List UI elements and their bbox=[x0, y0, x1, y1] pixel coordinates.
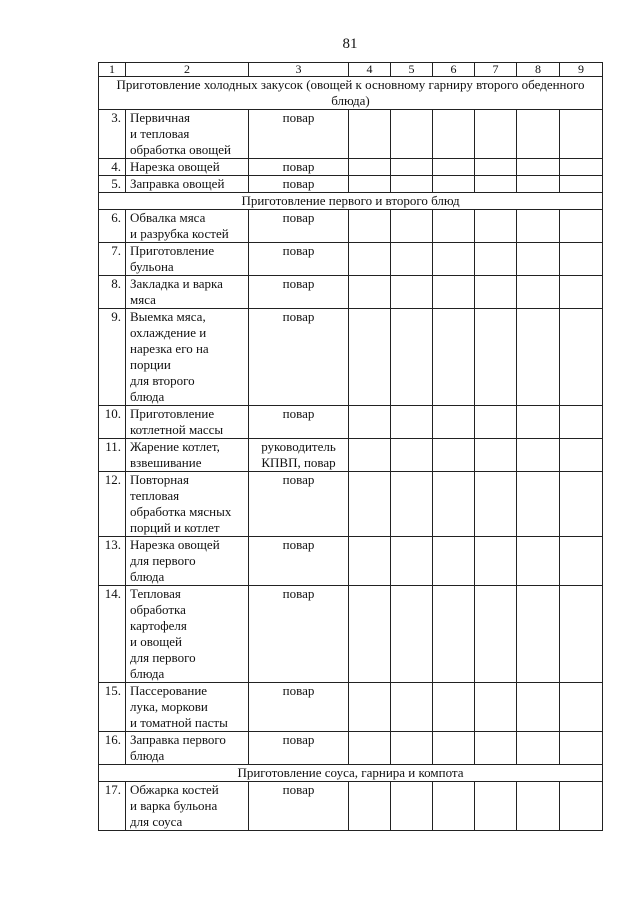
column-header: 5 bbox=[391, 63, 433, 77]
activity-line: порции bbox=[130, 357, 171, 372]
activity-line: обработка мясных bbox=[130, 504, 232, 519]
section-title: Приготовление соуса, гарнира и компота bbox=[99, 765, 603, 782]
empty-cell bbox=[560, 537, 603, 586]
empty-cell bbox=[433, 782, 475, 831]
activity-line: для первого bbox=[130, 650, 196, 665]
empty-cell bbox=[433, 309, 475, 406]
activity-cell bbox=[126, 732, 249, 765]
column-header: 1 bbox=[99, 63, 126, 77]
activity-line: для второго bbox=[130, 373, 195, 388]
activity-cell bbox=[126, 406, 249, 439]
empty-cell bbox=[560, 243, 603, 276]
empty-cell bbox=[391, 439, 433, 472]
section-title: Приготовление первого и второго блюд bbox=[99, 193, 603, 210]
activity-line: Жарение котлет, bbox=[130, 439, 220, 454]
empty-cell bbox=[560, 210, 603, 243]
executor-line: повар bbox=[282, 406, 315, 421]
section-row bbox=[99, 193, 603, 210]
empty-cell bbox=[475, 472, 517, 537]
empty-cell bbox=[349, 176, 391, 193]
empty-cell bbox=[475, 732, 517, 765]
activity-line: тепловая bbox=[130, 488, 180, 503]
activity-line: обработка bbox=[130, 602, 186, 617]
executor-line: повар bbox=[282, 243, 315, 258]
executor-cell bbox=[249, 472, 349, 537]
activity-cell bbox=[126, 586, 249, 683]
row-number: 16. bbox=[99, 732, 126, 765]
empty-cell bbox=[433, 210, 475, 243]
empty-cell bbox=[349, 159, 391, 176]
activity-line: Заправка первого bbox=[130, 732, 226, 747]
empty-cell bbox=[475, 406, 517, 439]
empty-cell bbox=[517, 110, 560, 159]
empty-cell bbox=[391, 276, 433, 309]
empty-cell bbox=[433, 586, 475, 683]
table-row bbox=[99, 537, 603, 586]
empty-cell bbox=[433, 176, 475, 193]
empty-cell bbox=[433, 439, 475, 472]
executor-cell bbox=[249, 406, 349, 439]
executor-line: повар bbox=[282, 732, 315, 747]
empty-cell bbox=[517, 210, 560, 243]
empty-cell bbox=[517, 309, 560, 406]
column-header: 6 bbox=[433, 63, 475, 77]
empty-cell bbox=[475, 243, 517, 276]
empty-cell bbox=[517, 732, 560, 765]
empty-cell bbox=[517, 406, 560, 439]
page-number: 81 bbox=[342, 36, 358, 52]
empty-cell bbox=[391, 586, 433, 683]
empty-cell bbox=[560, 406, 603, 439]
activity-line: котлетной массы bbox=[130, 422, 224, 437]
empty-cell bbox=[433, 159, 475, 176]
empty-cell bbox=[349, 406, 391, 439]
empty-cell bbox=[560, 110, 603, 159]
row-number: 10. bbox=[99, 406, 126, 439]
empty-cell bbox=[391, 406, 433, 439]
activity-cell bbox=[126, 309, 249, 406]
empty-cell bbox=[349, 586, 391, 683]
row-number: 4. bbox=[99, 159, 126, 176]
column-header: 4 bbox=[349, 63, 391, 77]
empty-cell bbox=[517, 243, 560, 276]
empty-cell bbox=[349, 782, 391, 831]
empty-cell bbox=[560, 309, 603, 406]
empty-cell bbox=[349, 472, 391, 537]
empty-cell bbox=[517, 782, 560, 831]
empty-cell bbox=[391, 210, 433, 243]
executor-cell bbox=[249, 110, 349, 159]
header-row bbox=[99, 63, 603, 77]
activity-line: и варка бульона bbox=[130, 798, 218, 813]
empty-cell bbox=[517, 276, 560, 309]
row-number: 17. bbox=[99, 782, 126, 831]
empty-cell bbox=[517, 159, 560, 176]
activity-line: и разрубка костей bbox=[130, 226, 229, 241]
table-row bbox=[99, 309, 603, 406]
empty-cell bbox=[475, 276, 517, 309]
empty-cell bbox=[349, 110, 391, 159]
empty-cell bbox=[475, 159, 517, 176]
executor-line: повар bbox=[282, 159, 315, 174]
empty-cell bbox=[349, 309, 391, 406]
table-row bbox=[99, 782, 603, 831]
row-number: 8. bbox=[99, 276, 126, 309]
activity-line: Нарезка овощей bbox=[130, 159, 220, 174]
activity-cell bbox=[126, 276, 249, 309]
empty-cell bbox=[475, 309, 517, 406]
row-number: 13. bbox=[99, 537, 126, 586]
table-row bbox=[99, 210, 603, 243]
executor-line: повар bbox=[282, 683, 315, 698]
empty-cell bbox=[391, 537, 433, 586]
activity-line: взвешивание bbox=[130, 455, 202, 470]
row-number: 9. bbox=[99, 309, 126, 406]
activity-line: мяса bbox=[130, 292, 156, 307]
activity-line: для первого bbox=[130, 553, 196, 568]
activity-line: блюда bbox=[130, 748, 165, 763]
empty-cell bbox=[433, 243, 475, 276]
empty-cell bbox=[433, 683, 475, 732]
activity-line: блюда bbox=[130, 569, 165, 584]
table-row bbox=[99, 683, 603, 732]
empty-cell bbox=[560, 782, 603, 831]
activity-line: Заправка овощей bbox=[130, 176, 225, 191]
column-header: 9 bbox=[560, 63, 603, 77]
empty-cell bbox=[433, 537, 475, 586]
empty-cell bbox=[475, 176, 517, 193]
empty-cell bbox=[560, 732, 603, 765]
row-number: 11. bbox=[99, 439, 126, 472]
empty-cell bbox=[349, 683, 391, 732]
table-row bbox=[99, 110, 603, 159]
activity-cell bbox=[126, 439, 249, 472]
row-number: 12. bbox=[99, 472, 126, 537]
executor-line: КПВП, повар bbox=[261, 455, 336, 470]
row-number: 7. bbox=[99, 243, 126, 276]
executor-line: повар bbox=[282, 276, 315, 291]
executor-cell bbox=[249, 309, 349, 406]
executor-line: повар bbox=[282, 586, 315, 601]
executor-cell bbox=[249, 683, 349, 732]
executor-line: повар bbox=[282, 472, 315, 487]
executor-line: повар bbox=[282, 782, 315, 797]
table-row bbox=[99, 406, 603, 439]
empty-cell bbox=[475, 110, 517, 159]
table-row bbox=[99, 732, 603, 765]
empty-cell bbox=[391, 159, 433, 176]
empty-cell bbox=[475, 537, 517, 586]
row-number: 15. bbox=[99, 683, 126, 732]
activity-line: обработка овощей bbox=[130, 142, 231, 157]
section-title: Приготовление холодных закусок (овощей к основному гарниру второго обеденного блюда) bbox=[99, 77, 603, 110]
executor-cell bbox=[249, 586, 349, 683]
activity-cell bbox=[126, 110, 249, 159]
executor-cell bbox=[249, 243, 349, 276]
executor-line: повар bbox=[282, 210, 315, 225]
activity-cell bbox=[126, 537, 249, 586]
empty-cell bbox=[391, 683, 433, 732]
empty-cell bbox=[560, 472, 603, 537]
activity-line: бульона bbox=[130, 259, 174, 274]
empty-cell bbox=[560, 586, 603, 683]
activity-cell bbox=[126, 176, 249, 193]
column-header: 8 bbox=[517, 63, 560, 77]
activity-line: Нарезка овощей bbox=[130, 537, 220, 552]
activity-line: Обжарка костей bbox=[130, 782, 219, 797]
empty-cell bbox=[391, 782, 433, 831]
empty-cell bbox=[391, 732, 433, 765]
executor-cell bbox=[249, 210, 349, 243]
table-row bbox=[99, 439, 603, 472]
executor-cell bbox=[249, 732, 349, 765]
activity-line: и овощей bbox=[130, 634, 182, 649]
empty-cell bbox=[391, 243, 433, 276]
table-row bbox=[99, 472, 603, 537]
empty-cell bbox=[475, 782, 517, 831]
column-header: 3 bbox=[249, 63, 349, 77]
activity-line: Приготовление bbox=[130, 406, 215, 421]
empty-cell bbox=[560, 683, 603, 732]
empty-cell bbox=[560, 176, 603, 193]
activity-line: Закладка и варка bbox=[130, 276, 223, 291]
activity-line: и тепловая bbox=[130, 126, 190, 141]
section-row bbox=[99, 77, 603, 110]
empty-cell bbox=[349, 732, 391, 765]
activity-cell bbox=[126, 472, 249, 537]
executor-cell bbox=[249, 276, 349, 309]
empty-cell bbox=[349, 243, 391, 276]
column-header: 7 bbox=[475, 63, 517, 77]
empty-cell bbox=[391, 309, 433, 406]
activity-line: Выемка мяса, bbox=[130, 309, 206, 324]
empty-cell bbox=[433, 732, 475, 765]
executor-line: руководитель bbox=[261, 439, 336, 454]
empty-cell bbox=[349, 210, 391, 243]
activity-line: охлаждение и bbox=[130, 325, 207, 340]
empty-cell bbox=[349, 276, 391, 309]
column-header: 2 bbox=[126, 63, 249, 77]
empty-cell bbox=[517, 537, 560, 586]
table-row bbox=[99, 243, 603, 276]
activity-line: блюда bbox=[130, 666, 165, 681]
empty-cell bbox=[560, 159, 603, 176]
executor-line: повар bbox=[282, 110, 315, 125]
activity-line: блюда bbox=[130, 389, 165, 404]
empty-cell bbox=[433, 276, 475, 309]
row-number: 5. bbox=[99, 176, 126, 193]
empty-cell bbox=[560, 439, 603, 472]
table-row bbox=[99, 176, 603, 193]
activity-cell bbox=[126, 159, 249, 176]
row-number: 6. bbox=[99, 210, 126, 243]
executor-line: повар bbox=[282, 537, 315, 552]
empty-cell bbox=[391, 110, 433, 159]
empty-cell bbox=[349, 537, 391, 586]
empty-cell bbox=[475, 683, 517, 732]
activity-line: Обвалка мяса bbox=[130, 210, 206, 225]
empty-cell bbox=[349, 439, 391, 472]
executor-cell bbox=[249, 439, 349, 472]
row-number: 14. bbox=[99, 586, 126, 683]
table-row bbox=[99, 159, 603, 176]
activity-line: Приготовление bbox=[130, 243, 215, 258]
table-row bbox=[99, 586, 603, 683]
activity-line: для соуса bbox=[130, 814, 183, 829]
table-row bbox=[99, 276, 603, 309]
activity-line: картофеля bbox=[130, 618, 187, 633]
empty-cell bbox=[517, 176, 560, 193]
empty-cell bbox=[517, 586, 560, 683]
activity-line: Повторная bbox=[130, 472, 189, 487]
activity-cell bbox=[126, 683, 249, 732]
section-row bbox=[99, 765, 603, 782]
empty-cell bbox=[433, 472, 475, 537]
executor-line: повар bbox=[282, 176, 315, 191]
activity-line: лука, моркови bbox=[130, 699, 208, 714]
empty-cell bbox=[475, 586, 517, 683]
executor-cell bbox=[249, 159, 349, 176]
activity-cell bbox=[126, 210, 249, 243]
empty-cell bbox=[517, 683, 560, 732]
empty-cell bbox=[475, 210, 517, 243]
empty-cell bbox=[433, 110, 475, 159]
executor-line: повар bbox=[282, 309, 315, 324]
schedule-table bbox=[98, 62, 603, 831]
executor-cell bbox=[249, 782, 349, 831]
empty-cell bbox=[433, 406, 475, 439]
empty-cell bbox=[560, 276, 603, 309]
executor-cell bbox=[249, 537, 349, 586]
activity-line: Пассерование bbox=[130, 683, 208, 698]
empty-cell bbox=[517, 439, 560, 472]
empty-cell bbox=[517, 472, 560, 537]
empty-cell bbox=[475, 439, 517, 472]
activity-line: нарезка его на bbox=[130, 341, 209, 356]
activity-line: порций и котлет bbox=[130, 520, 220, 535]
activity-line: Тепловая bbox=[130, 586, 181, 601]
activity-cell bbox=[126, 782, 249, 831]
activity-line: Первичная bbox=[130, 110, 190, 125]
row-number: 3. bbox=[99, 110, 126, 159]
empty-cell bbox=[391, 472, 433, 537]
activity-line: и томатной пасты bbox=[130, 715, 228, 730]
executor-cell bbox=[249, 176, 349, 193]
empty-cell bbox=[391, 176, 433, 193]
activity-cell bbox=[126, 243, 249, 276]
